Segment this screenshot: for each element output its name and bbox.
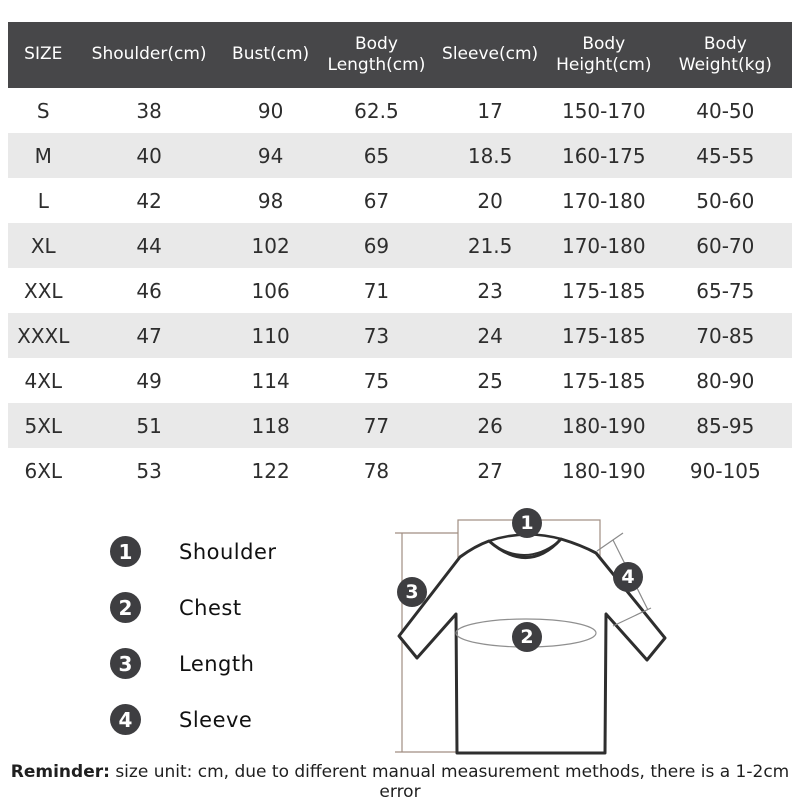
cell-value: 78 bbox=[363, 458, 390, 483]
cell-value: 70-85 bbox=[696, 323, 755, 348]
legend-label: Chest bbox=[179, 595, 242, 620]
legend-item-sleeve bbox=[110, 704, 277, 735]
cell-size: 5XL bbox=[24, 413, 63, 438]
cell-value: 38 bbox=[136, 98, 162, 123]
cell-value: 65 bbox=[363, 143, 390, 168]
cell-value: 90 bbox=[257, 98, 284, 123]
cell-value: 150-170 bbox=[561, 98, 646, 123]
table-row-4xl bbox=[8, 358, 792, 403]
reminder-prefix: Reminder: bbox=[10, 762, 110, 782]
column-header-size: SIZE bbox=[8, 22, 79, 88]
cell-size: M bbox=[34, 143, 52, 168]
cell-value: 180-190 bbox=[561, 413, 646, 438]
number-1-badge-icon: 1 bbox=[110, 536, 141, 567]
cell-value: 45-55 bbox=[696, 143, 755, 168]
cell-value: 65-75 bbox=[696, 278, 755, 303]
cell-value: 110 bbox=[251, 323, 290, 348]
cell-value: 102 bbox=[251, 233, 290, 258]
diagram-chest-badge-icon: 2 bbox=[512, 622, 542, 652]
table-row-5xl bbox=[8, 403, 792, 448]
cell-value: 40-50 bbox=[696, 98, 755, 123]
cell-value: 98 bbox=[257, 188, 284, 213]
number-3-badge-icon: 3 bbox=[110, 648, 141, 679]
cell-value: 53 bbox=[136, 458, 162, 483]
cell-value: 46 bbox=[136, 278, 162, 303]
column-header-bust: Bust(cm) bbox=[220, 22, 322, 88]
cell-value: 40 bbox=[136, 143, 162, 168]
cell-value: 73 bbox=[363, 323, 390, 348]
cell-value: 94 bbox=[257, 143, 284, 168]
cell-value: 180-190 bbox=[561, 458, 646, 483]
cell-size: S bbox=[36, 98, 50, 123]
reminder-note bbox=[0, 762, 800, 800]
cell-value: 51 bbox=[136, 413, 162, 438]
number-2-badge-icon: 2 bbox=[110, 592, 141, 623]
legend-item-length bbox=[110, 648, 277, 679]
cell-value: 24 bbox=[477, 323, 503, 348]
cell-size: XXL bbox=[24, 278, 63, 303]
cell-value: 175-185 bbox=[561, 323, 646, 348]
cell-value: 71 bbox=[363, 278, 390, 303]
cell-value: 85-95 bbox=[696, 413, 755, 438]
cell-value: 69 bbox=[363, 233, 390, 258]
cell-value: 23 bbox=[477, 278, 503, 303]
cell-value: 106 bbox=[251, 278, 290, 303]
cell-size: 4XL bbox=[24, 368, 63, 393]
cell-value: 50-60 bbox=[696, 188, 755, 213]
table-row-6xl bbox=[8, 448, 792, 493]
cell-value: 49 bbox=[136, 368, 162, 393]
cell-value: 90-105 bbox=[689, 458, 761, 483]
table-row-l bbox=[8, 178, 792, 223]
cell-value: 80-90 bbox=[696, 368, 755, 393]
cell-value: 170-180 bbox=[561, 233, 646, 258]
legend-item-shoulder bbox=[110, 536, 277, 567]
cell-value: 60-70 bbox=[696, 233, 755, 258]
cell-value: 20 bbox=[477, 188, 503, 213]
cell-value: 75 bbox=[363, 368, 390, 393]
cell-value: 21.5 bbox=[467, 233, 513, 258]
cell-value: 160-175 bbox=[561, 143, 646, 168]
cell-value: 18.5 bbox=[467, 143, 513, 168]
diagram-sleeve-badge-icon: 4 bbox=[613, 562, 643, 592]
cell-value: 42 bbox=[136, 188, 162, 213]
diagram-length-badge-icon: 3 bbox=[397, 577, 427, 607]
column-header-sleeve: Sleeve(cm) bbox=[431, 22, 549, 88]
column-header-shoulder: Shoulder(cm) bbox=[79, 22, 220, 88]
cell-size: XXXL bbox=[17, 323, 70, 348]
table-row-m bbox=[8, 133, 792, 178]
cell-value: 170-180 bbox=[561, 188, 646, 213]
cell-value: 114 bbox=[251, 368, 290, 393]
legend-label: Sleeve bbox=[179, 707, 253, 732]
table-row-xl bbox=[8, 223, 792, 268]
diagram-shoulder-badge-icon: 1 bbox=[512, 508, 542, 538]
legend-label: Length bbox=[179, 651, 255, 676]
cell-value: 47 bbox=[136, 323, 162, 348]
cell-value: 77 bbox=[363, 413, 390, 438]
cell-value: 44 bbox=[136, 233, 162, 258]
legend-label: Shoulder bbox=[179, 539, 277, 564]
cell-size: L bbox=[37, 188, 49, 213]
sleeve-top-tick-line bbox=[597, 533, 623, 551]
cell-value: 67 bbox=[363, 188, 390, 213]
legend-item-chest bbox=[110, 592, 277, 623]
cell-value: 175-185 bbox=[561, 368, 646, 393]
number-4-badge-icon: 4 bbox=[110, 704, 141, 735]
cell-value: 17 bbox=[477, 98, 503, 123]
table-row-xxxl bbox=[8, 313, 792, 358]
cell-value: 175-185 bbox=[561, 278, 646, 303]
measurement-legend bbox=[110, 536, 277, 735]
cell-value: 26 bbox=[477, 413, 503, 438]
cell-value: 122 bbox=[251, 458, 290, 483]
cell-value: 118 bbox=[251, 413, 290, 438]
cell-value: 25 bbox=[477, 368, 503, 393]
table-row-s bbox=[8, 88, 792, 133]
reminder-text: size unit: cm, due to different manual measurement methods, there is a 1-2cm error bbox=[109, 762, 790, 800]
column-header-body-weight: Body Weight(kg) bbox=[659, 22, 792, 88]
cell-value: 62.5 bbox=[354, 98, 399, 123]
cell-value: 27 bbox=[477, 458, 503, 483]
tshirt-measurement-diagram bbox=[385, 495, 685, 765]
size-table bbox=[8, 22, 792, 493]
column-header-body-height: Body Height(cm) bbox=[549, 22, 659, 88]
size-table-header bbox=[8, 22, 792, 88]
table-row-xxl bbox=[8, 268, 792, 313]
cell-size: XL bbox=[30, 233, 56, 258]
column-header-body-length: Body Length(cm) bbox=[322, 22, 432, 88]
cell-size: 6XL bbox=[24, 458, 63, 483]
